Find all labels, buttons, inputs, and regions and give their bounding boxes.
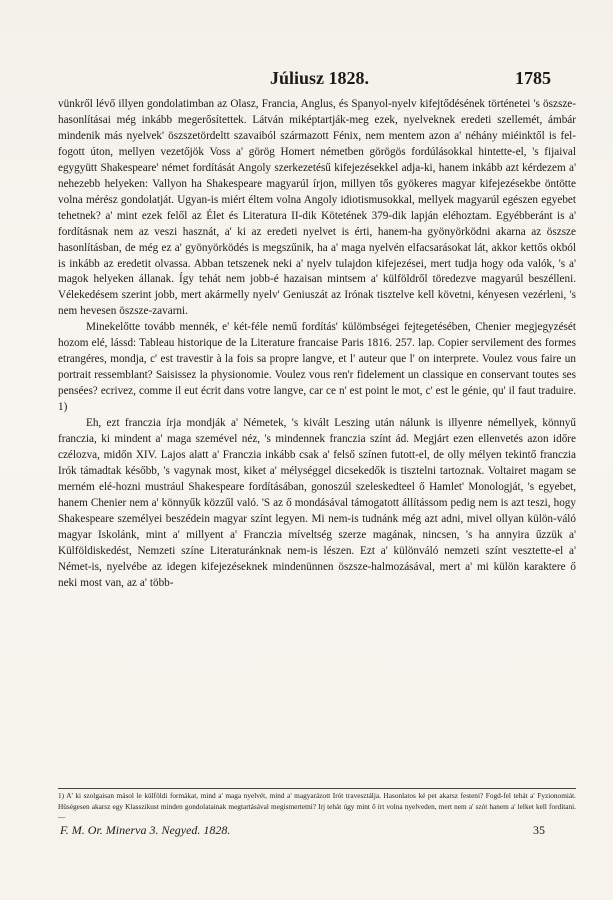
paragraph-2: Minekelőtte tovább mennék, e' két-féle nemű fordítás' külömbségei fejtegetésében, Chenier megjegyzését hozom elé, lássd: Tableau historique de la Literature francaise Paris 1816. 257. lap. Copier servilement des formes etrangéres, mondja, c' est travestir à la fois sa propre langve, et l' auteur que l' on interprete. Voulez vous faire un portrait ressemblant? Saisissez la physionomie. Voulez vous ren'r fidelement un classique en conservant toutes ses pensées? ecrivez, comme il eut écrit dans votre langve, car ce n' est point le mot, c' est le génie, qu' il faut traduire. 1)	[58, 321, 576, 414]
page-header	[60, 68, 551, 92]
footnote-divider	[58, 788, 576, 789]
paragraph-1: vünkről lévő illyen gondolatimban az Olasz, Francia, Anglus, és Spanyol-nyelv kifejtődésének történetei 's öszsze-hasonlításai még inkább megerősítettek. Látván miképtartják-meg ezek, nyelveknek eredeti szellemét, ámbár mindenik más nyelvek' öszszetördeltt szavaiból származott Fénix, nem mentem azon a' néhány miéinktől is fel-fogott úton, mellyen vezetőjök Voss a' görög Homert németben görögös fordúlásokkal hintette-el, 's fijaival egygyütt Shakespeare' német fordítását Angoly szerkezetésű kifejezésekkel adja-ki, hanem inkább azt kérdezem a' nehezebb helyeken: Vallyon ha Shakespeare magyarúl írjon, millyen tős gyökeres magyar kifejezésekbe öntötte volna mérész gondolatját. Ugyan-is miért éltem volna Angoly idiotismusokkal, mellyek magyarúl egészen egyebet tehetnek? a' mint ezek felől az Élet és Literatura II-dik Kötetének 379-dik lapján eléhoztam. Egyébberánt is a' fordításnak nem az veszi hasznát, a' ki az eredeti nyelvet is érti, hanem-ha gyönyörködni akarna az öszsze hasonlításban, de még ez a' gyönyörködés is megszűnik, ha a' maga nyelvén elfacsarásokat lát, akkor kettős okból is inkább az eredetit olvassa. Abban tetszenek neki a' nyelv tulajdon kifejezései, mert tudja hogy oda valók, 's a' magok helyeken állanak. Így tehát nem jobb-é hazaisan mintsem a' külföldről töredezve magyarúl beszélleni. Vélekedésem szerint jobb, mert akármelly nyelv' Geniuszát az Irónak tisztelve kell követni, kényesen vezérleni, 's nem hevesen öszsze-zavarni.	[58, 98, 576, 318]
signature-mark: F. M. Or. Minerva 3. Negyed. 1828.	[60, 823, 231, 837]
running-title: Júliusz 1828.	[270, 68, 370, 88]
paragraph-3: Eh, ezt franczia írja mondják a' Németek, 's kivált Leszing után nálunk is illyenre némellyek, könnyű franczia, ki mindent a' maga szemével néz, 's mindennek franczia színt ád. Megjárt ezen ellenvetés azon időre czélozva, midőn XIV. Lajos alatt a' Franczia inkább csak a' felső színen futott-el, de olly mélyen tekintő franczia Irók támadtak később, 's vagynak most, kiket a' mélységgel dicsekedők is tisztelni tartoznak. Voltairet magam se merném elé-hozni mustrául Shakespeare fordításában, gonoszúl szeleskedteel ő Hamlet' Monologját, 's egyebet, hanem Chenier nem a' könnyűk közzűl való. 'S az ő mondásával támogatott állítássom pedig nem is azt teszi, hogy Shakespeare személyei beszédein magyar színt legyen. Mi nem-is tudnánk még azt adni, mivel ollyan külön-váló magyar Iskolánk, mint a' millyent a' Franczia míveltség szerze magának, nincsen, 's ha annyira űzzük a' Külföldiskedést, Nemzeti színe Literaturánknak nem-is lészen. Ezt a' különváló nemzeti színt vesztette-el a' Német-is, nyelvébe az idegen kifejezéseknek mindenünnen öszsze-halmozásával, mert a' mi külön karaktere ő neki most van, az a' több-	[58, 417, 576, 589]
page-number: 1785	[515, 68, 551, 88]
body-text	[58, 97, 576, 592]
footnote: 1) A' ki szolgaisan másol le külföldi formákat, mind a' maga nyelvét, mind a' magyarázott Irót travesztálja. Hasonlatos ké pet akarsz festeni? Fogd-fel tehát a' Fyzionomiát. Hüségesen akarsz egy Klasszikust minden gondolatainak megtartásával megismertetni? Irj tehát úgy mint ő írt volna nyelveden, mert nem a' szót hanem a' lelket kell fordítani. —	[58, 791, 576, 821]
signature-number: 35	[533, 823, 545, 837]
